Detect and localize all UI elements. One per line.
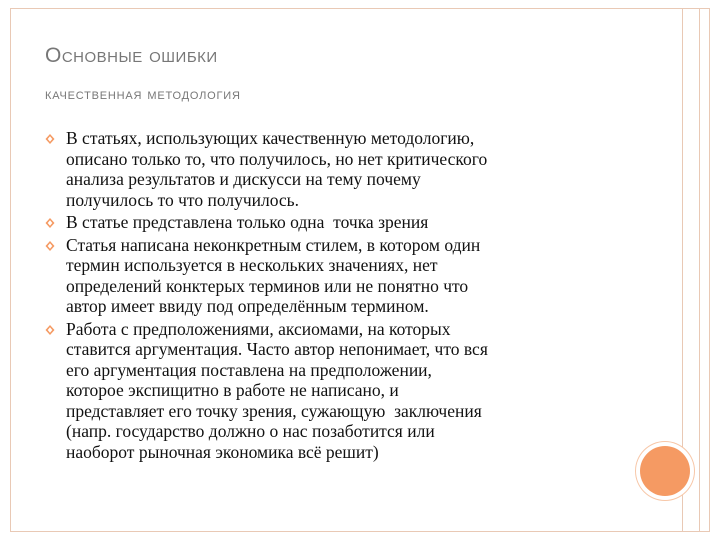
bullet-icon [44,133,56,145]
bullet-line: наоборот рыночная экономика всё решит) [66,441,379,462]
slide-subtitle [45,86,241,104]
bullet-line: представляет его точку зрения, сужающую заключения [66,400,482,421]
bullet-list [44,128,624,464]
bullet-line: термин используется в нескольких значениях, нет [66,255,438,275]
bullet-item [44,212,624,233]
bullet-line: описано только то, что получилось, но нет критического [66,148,488,169]
bullet-line: автор имеет ввиду под определённым термином. [66,296,429,316]
bullet-line: (напр. государство должно о нас позаботится или [66,421,435,441]
bullet-line: определений конктерых терминов или не понятно что [66,275,469,296]
bullet-line: ставится аргументация. Часто автор непонимает, что вся [66,339,488,359]
slide-side-band [682,8,700,532]
bullet-item [44,128,624,210]
bullet-line: Работа с предположениями, аксиомами, на которых [66,318,451,339]
bullet-line: В статьях, использующих качественную методологию, [66,128,475,148]
bullet-line: которое экспищитно в работе не написано, и [66,380,399,400]
slide-subtitle-text: качественная методология [45,86,241,103]
decorative-circle [640,446,690,496]
bullet-item [44,235,624,317]
bullet-icon [44,217,56,229]
bullet-item [44,319,624,463]
bullet-line: его аргументация поставлена на предположении, [66,359,432,380]
bullet-line: Статья написана неконкретным стилем, в котором один [66,234,481,255]
slide-title-text: Основные ошибки [45,44,218,67]
bullet-line: В статье представлена только одна точка зрения [66,212,429,232]
bullet-icon [44,240,56,252]
bullet-icon [44,324,56,336]
bullet-line: анализа результатов и дискусси на тему почему [66,169,421,189]
bullet-line: получилось то что получилось. [66,189,300,210]
slide-title [45,44,218,68]
